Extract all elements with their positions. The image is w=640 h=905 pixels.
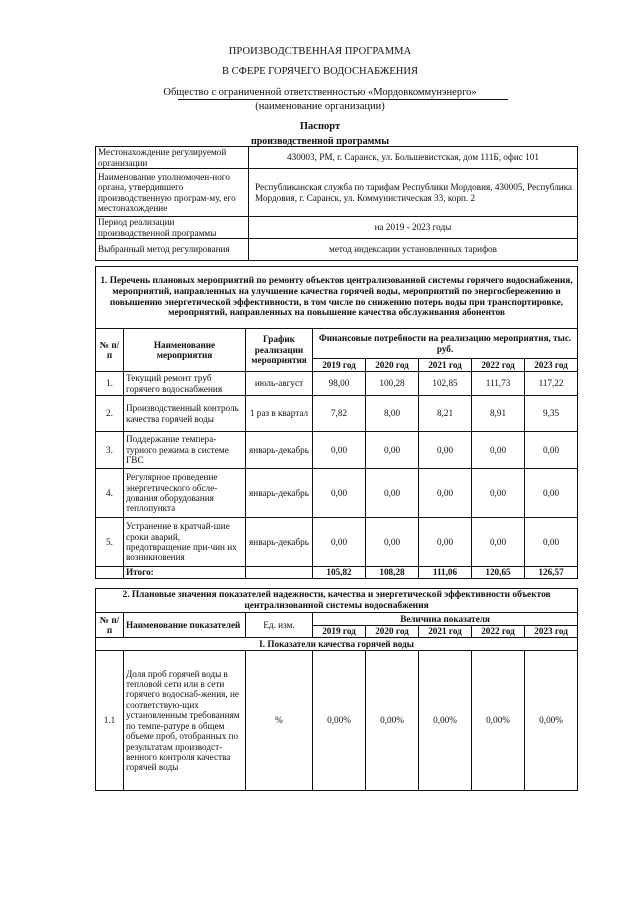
row-schedule: 1 раз в квартал [246,396,313,432]
row-num: 4. [96,469,124,518]
table-row [96,651,578,791]
row-value: 111,73 [472,372,525,396]
section2-title: 2. Плановые значения показателей надежности, качества и энергетической эффективности объектов централизованной системы водоснабжения [96,589,578,613]
row-name: Устранение в кратчай-шие сроки аварий, предотвращение при-чин их возникновения [124,518,246,567]
passport-value: на 2019 - 2023 годы [249,217,578,239]
row-num: 3. [96,432,124,469]
row-value: 102,85 [419,372,472,396]
table-row [96,469,578,518]
row-value: 0,00% [313,651,366,791]
year-header: 2023 год [525,359,578,372]
organization-underline [178,99,508,100]
col-name-header: Наименование мероприятия [124,329,246,372]
table-row [96,372,578,396]
row-name: Регулярное проведение энергетического обсле-дования оборудования теплопункта [124,469,246,518]
row-value: 8,21 [419,396,472,432]
row-schedule: январь-декабрь [246,469,313,518]
row-schedule: январь-декабрь [246,518,313,567]
table-row [96,518,578,567]
row-schedule: январь-декабрь [246,432,313,469]
row-name: Доля проб горячей воды в тепловой сети или в сети горячего водоснаб-жения, не соответствую-щих установленным требованиям по темпе-ратуре в общем объеме проб, отобранных по результатам производст-венного контроля качества горячей воды [124,651,246,791]
year-header: 2020 год [366,626,419,638]
indicators-table [95,588,578,791]
year-header: 2019 год [313,626,366,638]
col-schedule-header: График реализации мероприятия [246,329,313,372]
row-value: 0,00 [366,469,419,518]
total-value: 111,06 [419,567,472,579]
year-header: 2021 год [419,626,472,638]
passport-value: Республиканская служба по тарифам Республики Мордовия, 430005, Республика Мордовия, г. Саранск, ул. Коммунистическая 33, корп. 2 [249,169,578,217]
passport-value: 430003, РМ, г. Саранск, ул. Большевистская, дом 111Б, офис 101 [249,147,578,169]
passport-heading: Паспорт [299,121,341,132]
subsection-title: I. Показатели качества горячей воды [96,638,578,651]
total-value: 108,28 [366,567,419,579]
program-title-line2: В СФЕРЕ ГОРЯЧЕГО ВОДОСНАБЖЕНИЯ [222,66,418,77]
section1-title: 1. Перечень плановых мероприятий по ремонту объектов централизованной системы горячего водоснабжения, мероприятий, направленных на улучшение качества горячей воды, мероприятий по энергосбережению и повышению энергетической эффективности, в том числе по снижению потерь воды при транспортировке, мероприятий, направленных на повышение качества обслуживания абонентов [96,267,578,329]
total-value: 105,82 [313,567,366,579]
year-header: 2021 год [419,359,472,372]
row-num: 2. [96,396,124,432]
row-value: 0,00% [472,651,525,791]
row-value: 0,00% [525,651,578,791]
row-value: 0,00 [525,432,578,469]
row-value: 0,00 [419,469,472,518]
passport-row [96,147,578,169]
row-value: 0,00 [525,518,578,567]
total-row [96,567,578,579]
year-header: 2022 год [472,626,525,638]
col-name-header: Наименование показателей [124,613,246,638]
row-value: 0,00% [419,651,472,791]
organization-caption: (наименование организации) [255,101,385,112]
row-value: 8,00 [366,396,419,432]
row-value: 117,22 [525,372,578,396]
row-num: 1.1 [96,651,124,791]
row-value: 8,91 [472,396,525,432]
col-num-header: № п/п [96,329,124,372]
passport-table [95,146,578,261]
row-value: 0,00 [313,432,366,469]
row-name: Производственный контроль качества горячей воды [124,396,246,432]
row-value: 0,00 [366,432,419,469]
table-row [96,396,578,432]
passport-row [96,217,578,239]
row-value: 0,00 [313,469,366,518]
row-num: 5. [96,518,124,567]
passport-row [96,169,578,217]
row-value: 98,00 [313,372,366,396]
activities-table [95,266,578,579]
row-value: 0,00 [366,518,419,567]
passport-value: метод индексации установленных тарифов [249,239,578,261]
year-header: 2019 год [313,359,366,372]
passport-label: Выбранный метод регулирования [96,239,249,261]
passport-subheading: производственной программы [250,136,390,147]
row-value: 0,00% [366,651,419,791]
total-value: 126,57 [525,567,578,579]
col-values-header: Величина показателя [313,613,578,626]
row-value: 0,00 [525,469,578,518]
year-header: 2022 год [472,359,525,372]
row-value: 0,00 [472,518,525,567]
row-schedule: июль-август [246,372,313,396]
passport-label: Местонахождение регулируемой организации [96,147,249,169]
row-name: Текущий ремонт труб горячего водоснабжения [124,372,246,396]
row-value: 7,82 [313,396,366,432]
row-name: Поддержание темпера-турного режима в системе ГВС [124,432,246,469]
row-value: 0,00 [419,518,472,567]
row-value: 100,28 [366,372,419,396]
passport-row [96,239,578,261]
col-fin-header: Финансовые потребности на реализацию мероприятия, тыс. руб. [313,329,578,359]
total-value: 120,65 [472,567,525,579]
col-num-header: № п/п [96,613,124,638]
row-value: 0,00 [472,432,525,469]
total-label: Итого: [124,567,246,579]
row-value: 0,00 [419,432,472,469]
passport-label: Наименование уполномочен-ного органа, утвердившего производственную програм-му, его местонахождение [96,169,249,217]
col-unit-header: Ед. изм. [246,613,313,638]
total-num [96,567,124,579]
row-num: 1. [96,372,124,396]
table-row [96,432,578,469]
passport-label: Период реализации производственной программы [96,217,249,239]
row-value: 0,00 [472,469,525,518]
row-value: 0,00 [313,518,366,567]
year-header: 2023 год [525,626,578,638]
program-title-line1: ПРОИЗВОДСТВЕННАЯ ПРОГРАММА [228,46,412,57]
organization-name: Общество с ограниченной ответственностью «Мордовкоммунэнерго» [163,87,477,98]
row-unit: % [246,651,313,791]
total-schedule [246,567,313,579]
year-header: 2020 год [366,359,419,372]
row-value: 9,35 [525,396,578,432]
